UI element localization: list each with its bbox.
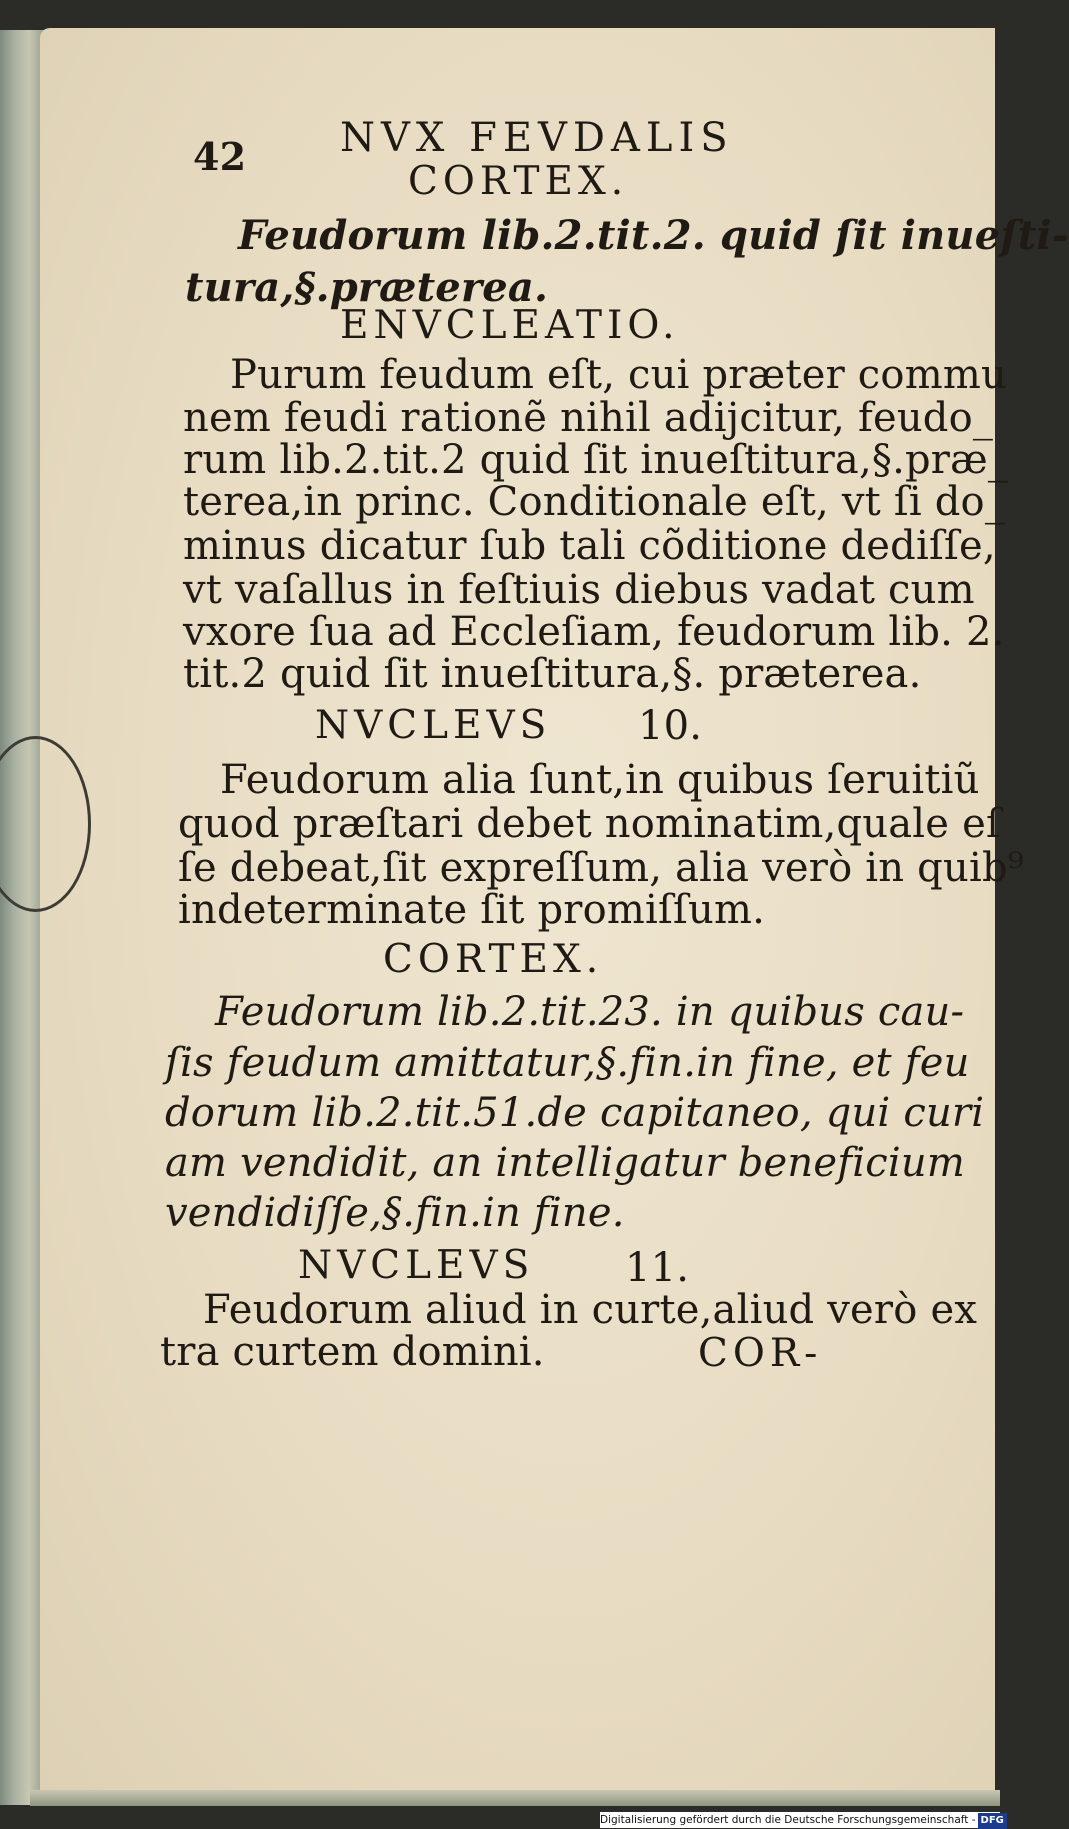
text-line: Purum feudum eſt, cui præter commu bbox=[230, 352, 1007, 398]
nucleus-number: 11. bbox=[625, 1245, 690, 1291]
page-number: 42 bbox=[193, 134, 247, 179]
footer-text: Digitalisierung gefördert durch die Deutsche Forschungsgemeinschaft - bbox=[600, 1814, 976, 1826]
text-line: rum lib.2.tit.2 quid ſit inueſtitura,§.præ_ bbox=[183, 437, 1009, 483]
text-line: nem feudi rationẽ nihil adijcitur, feudo_ bbox=[183, 395, 994, 441]
text-line: indeterminate ſit promiſſum. bbox=[178, 887, 766, 933]
section-heading: CORTEX. bbox=[408, 159, 629, 204]
text-line: Feudorum alia ſunt,in quibus ſeruitiũ bbox=[220, 757, 980, 803]
nucleus-number: 10. bbox=[638, 703, 703, 749]
text-line: vendidiſſe,§.fin.in fine. bbox=[165, 1190, 625, 1236]
digitization-footer bbox=[600, 1812, 1004, 1828]
nucleus-heading: NVCLEVS bbox=[315, 703, 552, 748]
text-line: Feudorum aliud in curte,aliud verò ex bbox=[203, 1287, 978, 1333]
text-line: vxore ſua ad Eccleſiam, feudorum lib. 2. bbox=[183, 609, 1005, 655]
section-heading: ENVCLEATIO. bbox=[340, 303, 680, 348]
text-line: minus dicatur ſub tali cõditione dediſſe, bbox=[183, 523, 996, 569]
text-line: quod præſtari debet nominatim,quale eſ bbox=[178, 801, 1001, 847]
dfg-logo: DFG bbox=[978, 1813, 1007, 1829]
text-line: Feudorum lib.2.tit.2. quid ſit inueſti- bbox=[238, 212, 1069, 259]
text-line: Feudorum lib.2.tit.23. in quibus cau- bbox=[215, 989, 965, 1035]
text-line: am vendidit, an intelligatur beneficium bbox=[165, 1140, 965, 1186]
section-heading: CORTEX. bbox=[383, 937, 604, 982]
text-line: vt vaſallus in feſtiuis diebus vadat cum bbox=[183, 567, 975, 613]
text-line: tra curtem domini. bbox=[160, 1329, 545, 1375]
text-line: tit.2 quid ſit inueſtitura,§. præterea. bbox=[183, 651, 922, 697]
text-line: ſis feudum amittatur,§.fin.in fine, et feu bbox=[165, 1040, 970, 1086]
text-line: ſe debeat,ſit expreſſum, alia verò in quib⁹ bbox=[178, 845, 1024, 891]
text-line: tura,§.præterea. bbox=[185, 264, 549, 311]
text-line: terea,in princ. Conditionale eſt, vt ſi do_ bbox=[183, 479, 1006, 525]
nucleus-heading: NVCLEVS bbox=[298, 1243, 535, 1288]
catchword: COR- bbox=[698, 1331, 823, 1376]
running-title: NVX FEVDALIS bbox=[340, 115, 734, 161]
text-line: dorum lib.2.tit.51.de capitaneo, qui curi bbox=[165, 1090, 985, 1136]
